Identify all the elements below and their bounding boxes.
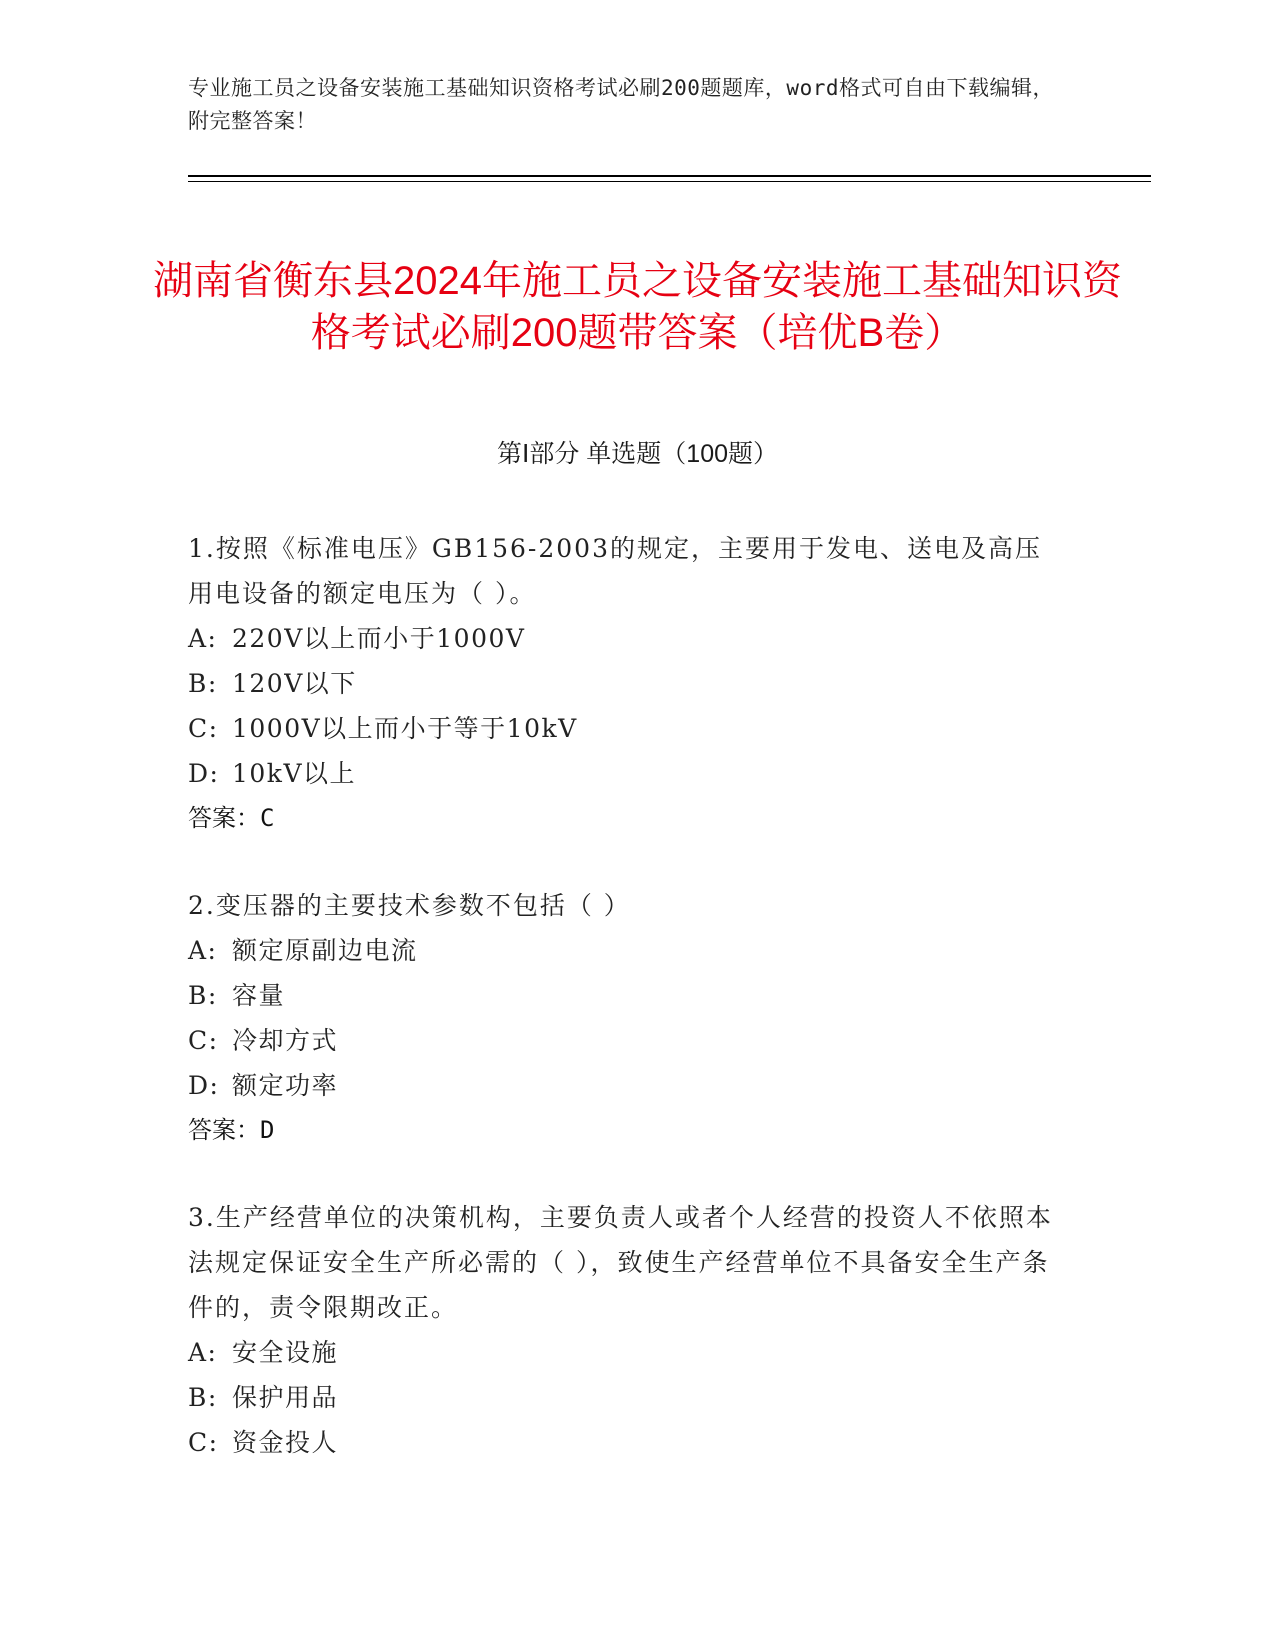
option-d: [188, 1063, 1068, 1108]
question-stem: 3.生产经营单位的决策机构，主要负责人或者个人经营的投资人不依照本法规定保证安全生产所必需的（ ），致使生产经营单位不具备安全生产条件的，责令限期改正。: [188, 1203, 1053, 1322]
option-key: D:: [188, 759, 220, 788]
question-2: [188, 883, 1068, 1153]
option-c: [188, 1018, 1068, 1063]
option-text: 资金投人: [232, 1428, 339, 1457]
question-3: [188, 1195, 1068, 1465]
question-1: [188, 526, 1068, 841]
question-stem: 2.变压器的主要技术参数不包括（ ）: [188, 891, 631, 920]
option-key: B:: [188, 669, 218, 698]
option-text: 120V以下: [232, 669, 357, 698]
option-text: 保护用品: [232, 1383, 339, 1412]
option-key: B:: [188, 1383, 218, 1412]
option-c: [188, 1420, 1068, 1465]
option-text: 10kV以上: [232, 759, 357, 788]
answer-label: 答案：: [188, 804, 260, 832]
option-c: [188, 706, 1068, 751]
option-text: 1000V以上而小于等于10kV: [232, 714, 578, 743]
question-stem: 1.按照《标准电压》GB156-2003的规定，主要用于发电、送电及高压用电设备的额定电压为（ ）。: [188, 534, 1042, 608]
option-text: 额定功率: [232, 1071, 339, 1100]
option-key: A:: [188, 1338, 218, 1367]
option-b: [188, 973, 1068, 1018]
option-d: [188, 751, 1068, 796]
answer-value: C: [260, 804, 275, 832]
option-key: A:: [188, 936, 218, 965]
header-divider-thin: [188, 181, 1151, 182]
option-b: [188, 661, 1068, 706]
option-text: 容量: [232, 981, 286, 1010]
option-key: D:: [188, 1071, 220, 1100]
option-key: C:: [188, 1026, 219, 1055]
option-text: 额定原副边电流: [232, 936, 418, 965]
option-a: [188, 1330, 1068, 1375]
question-list: [188, 526, 1068, 1507]
answer-label: 答案：: [188, 1116, 260, 1144]
header-divider-thick: [188, 175, 1151, 177]
option-key: A:: [188, 624, 218, 653]
option-key: C:: [188, 714, 219, 743]
header-note: 专业施工员之设备安装施工基础知识资格考试必刷200题题库，word格式可自由下载编辑，附完整答案！: [188, 76, 1054, 133]
option-a: [188, 616, 1068, 661]
option-b: [188, 1375, 1068, 1420]
answer-value: D: [260, 1116, 275, 1144]
answer-line: [188, 796, 1068, 841]
option-key: C:: [188, 1428, 219, 1457]
option-text: 220V以上而小于1000V: [232, 624, 526, 653]
answer-line: [188, 1108, 1068, 1153]
document-title: 湖南省衡东县2024年施工员之设备安装施工基础知识资格考试必刷200题带答案（培优B卷）: [153, 258, 1122, 355]
section-heading: 第Ⅰ部分 单选题（100题）: [496, 440, 779, 468]
option-key: B:: [188, 981, 218, 1010]
option-a: [188, 928, 1068, 973]
option-text: 冷却方式: [232, 1026, 339, 1055]
option-text: 安全设施: [232, 1338, 339, 1367]
